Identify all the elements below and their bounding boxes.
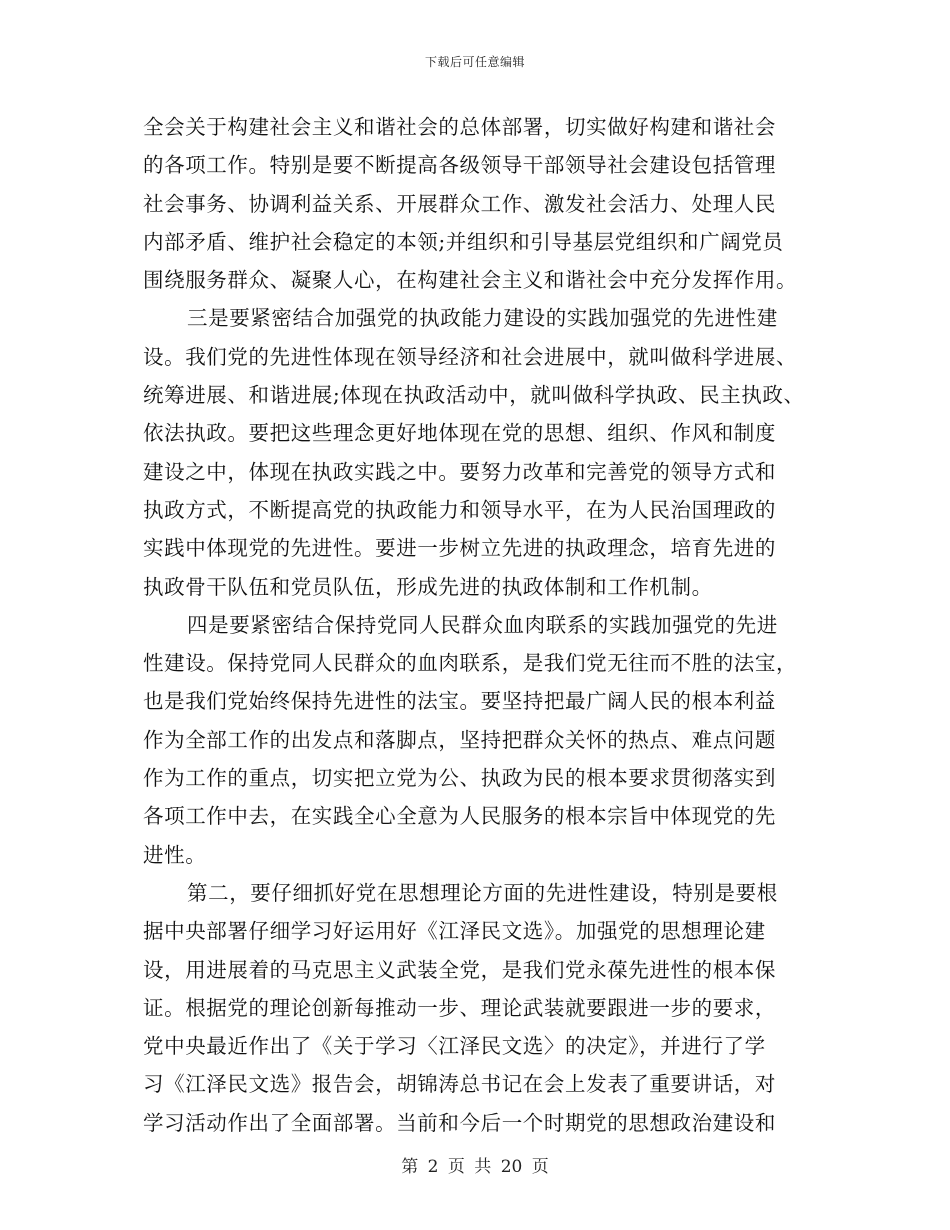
text-line: 三是要紧密结合加强党的执政能力建设的实践加强党的先进性建 — [187, 306, 778, 331]
text-line: 性建设。保持党同人民群众的血肉联系，是我们党无往而不胜的法宝， — [143, 651, 798, 676]
text-line: 执政骨干队伍和党员队伍，形成先进的执政体制和工作机制。 — [143, 574, 713, 599]
text-line: 证。根据党的理论创新每推动一步、理论武装就要跟进一步的要求， — [143, 995, 776, 1020]
text-line: 进性。 — [143, 842, 207, 867]
text-line: 习《江泽民文选》报告会，胡锦涛总书记在会上发表了重要讲话，对 — [143, 1072, 776, 1097]
text-line: 的各项工作。特别是要不断提高各级领导干部领导社会建设包括管理 — [143, 153, 776, 178]
page-footer: 第 2 页 共 20 页 — [401, 1157, 549, 1177]
page-header: 下载后可任意编辑 — [424, 55, 525, 69]
text-line: 作为工作的重点，切实把立党为公、执政为民的根本要求贯彻落实到 — [143, 766, 776, 791]
text-line: 党中央最近作出了《关于学习〈江泽民文选〉的决定》，并进行了学 — [143, 1034, 766, 1059]
text-line: 四是要紧密结合保持党同人民群众血肉联系的实践加强党的先进 — [187, 612, 778, 637]
text-line: 各项工作中去，在实践全心全意为人民服务的根本宗旨中体现党的先 — [143, 804, 776, 829]
text-line: 学习活动作出了全面部署。当前和今后一个时期党的思想政治建设和 — [143, 1110, 776, 1135]
text-line: 执政方式，不断提高党的执政能力和领导水平，在为人民治国理政的 — [143, 497, 776, 522]
text-line: 作为全部工作的出发点和落脚点，坚持把群众关怀的热点、难点问题 — [143, 727, 776, 752]
text-line: 依法执政。要把这些理念更好地体现在党的思想、组织、作风和制度 — [143, 421, 776, 446]
text-line: 围绕服务群众、凝聚人心，在构建社会主义和谐社会中充分发挥作用。 — [143, 268, 798, 293]
text-line: 统筹进展、和谐进展;体现在执政活动中，就叫做科学执政、民主执政、 — [143, 383, 805, 408]
text-line: 内部矛盾、维护社会稳定的本领;并组织和引导基层党组织和广阔党员 — [143, 229, 784, 254]
text-line: 社会事务、协调利益关系、开展群众工作、激发社会活力、处理人民 — [143, 191, 776, 216]
text-line: 实践中体现党的先进性。要进一步树立先进的执政理念，培育先进的 — [143, 536, 776, 561]
text-line: 设。我们党的先进性体现在领导经济和社会进展中，就叫做科学进展、 — [143, 344, 798, 369]
text-line: 第二，要仔细抓好党在思想理论方面的先进性建设，特别是要根 — [187, 880, 778, 905]
text-line: 也是我们党始终保持先进性的法宝。要坚持把最广阔人民的根本利益 — [143, 689, 776, 714]
text-line: 据中央部署仔细学习好运用好《江泽民文选》。加强党的思想理论建 — [143, 919, 766, 944]
text-line: 设，用进展着的马克思主义武装全党，是我们党永葆先进性的根本保 — [143, 957, 776, 982]
body-text — [143, 108, 813, 1142]
text-line: 全会关于构建社会主义和谐社会的总体部署，切实做好构建和谐社会 — [143, 115, 776, 139]
text-line: 建设之中，体现在执政实践之中。要努力改革和完善党的领导方式和 — [143, 459, 776, 484]
